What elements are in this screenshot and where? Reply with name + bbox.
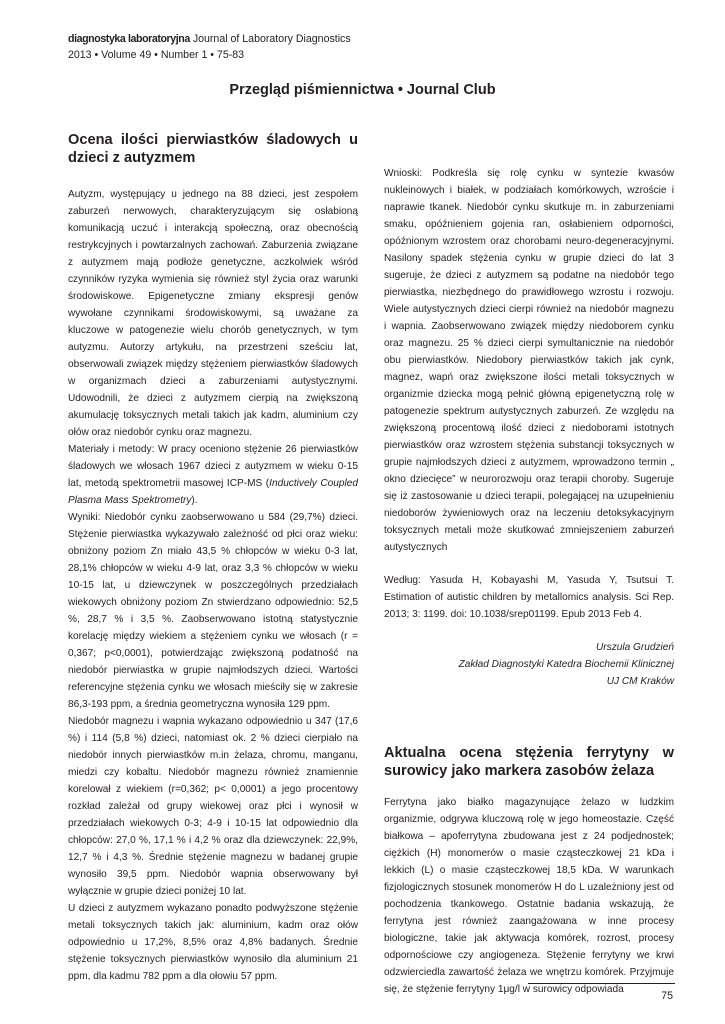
section-title: Przegląd piśmiennictwa • Journal Club	[229, 82, 496, 98]
left-column	[68, 131, 358, 985]
article2-body: Ferrytyna jako białko magazynujące żelazo w ludzkim organizmie, odgrywa kluczową rolę w jego homeostazie. Część białkowa – apoferrytyna zbudowana jest z 24 podjednostek; ciężkich (H) monomerów o masie cząsteczkowej 21 kDa i lekkich (L) o masie cząsteczkowej 18,5 kDa. W warunkach fizjologicznych stosunek monomerów H do L uzależniony jest od pochodzenia tkankowego. Ostatnie badania wskazują, że ferrytyna jest również zaangażowana w inne procesy biologiczne, takie jak aktywacja komórek, rozrost, procesy odpornościowe czy angiogeneza. Stężenie ferrytyny we krwi odzwierciedla zawartość żelaza we wnętrzu komórek. Przyjmuje się, że stężenie ferrytyny 1μg/l w surowicy odpowiada	[384, 797, 674, 995]
article1-author: Urszula Grudzień	[596, 642, 674, 653]
article1-affiliation: Zakład Diagnostyki Katedra Biochemii Klinicznej	[458, 659, 674, 670]
journal-name-polish: diagnostyka laboratoryjna	[68, 33, 190, 45]
journal-name-line	[68, 31, 351, 47]
article1-affiliation-city: UJ CM Kraków	[606, 676, 674, 687]
right-column	[384, 131, 674, 998]
article1-methods-end: ).	[191, 495, 198, 506]
issue-line: 2013 • Volume 49 • Number 1 • 75-83	[68, 49, 245, 61]
article1-title: Ocena ilości pierwiastków śladowych u dzieci z autyzmem	[68, 132, 358, 166]
journal-header	[68, 31, 351, 63]
footer-rule	[528, 983, 675, 984]
article1-methods-text: Materiały i metody: W pracy oceniono stężenie 26 pierwiastków śladowych we włosach 1967 dzieci z autyzmem w wieku 0-15 lat, metodą spektrometrii masowej ICP-MS (	[68, 444, 358, 489]
article1-intro: Autyzm, występujący u jednego na 88 dzieci, jest zespołem zaburzeń nerwowych, charakteryzującym się osłabioną komunikacją uczuć i interakcją społeczną, oraz obecnością restrykcyjnych i powtarzalnych zachowań. Zaburzenia związane z autyzmem mają podłoże genetyczne, aczkolwiek wśród czynników ryzyka wymienia się również styl życia oraz warunki środowiskowe. Epigenetyczne zmiany ekspresji genów wywołane czynnikami środowiskowymi, są uważane za kluczowe w patogenezie wielu chorób genetycznych, w tym autyzmu. Autorzy artykułu, na przestrzeni sześciu lat, obserwowali związek między stężeniem pierwiastków śladowych w organizmach dzieci a zaburzeniami autystycznymi. Udowodnili, że dzieci z autyzmem cierpią na zwiększoną akumulację toksycznych metali takich jak kadm, aluminium czy ołów oraz niedobór cynku oraz magnezu.	[68, 189, 358, 438]
page-number: 75	[661, 990, 673, 1002]
article1-methods	[68, 441, 358, 509]
article1-reference: Według: Yasuda H, Kobayashi M, Yasuda Y, Tsutsui T. Estimation of autistic children by metallomics analysis. Sci Rep. 2013; 3: 1199. doi: 10.1038/srep01199. Epub 2013 Feb 4.	[384, 575, 674, 620]
article1-methods-italic: Inductively Coupled Plasma Mass Spektrometry	[68, 478, 358, 506]
article1-results-toxic-metals: U dzieci z autyzmem wykazano ponadto podwyższone stężenie metali toksycznych takich jak: aluminium, kadm oraz ołów odpowiednio u 17,2%, 8,5% oraz 4,8% badanych. Średnie stężenie toksycznych pierwiastków wynosiło dla aluminium 21 ppm, dla kadmu 782 ppm a dla ołowiu 57 ppm.	[68, 903, 358, 982]
article2-title: Aktualna ocena stężenia ferrytyny w surowicy jako markera zasobów żelaza	[384, 745, 674, 779]
article1-results-zinc: Wyniki: Niedobór cynku zaobserwowano u 584 (29,7%) dzieci. Stężenie pierwiastka wykazywało zależność od płci oraz wieku: obniżony poziom Zn miało 43,5 % chłopców w wieku 0-3 lat, 28,1% chłopców w wieku 4-9 lat, oraz 3,3 % chłopców w wieku 10-15 lat, u dziewczynek w poszczególnych przedziałach wiekowych obniżony poziom Zn stwierdzano odpowiednio: 52,5 %, 28,7 % i 3,5 %. Zaobserwowano istotną statystycznie korelację między wiekiem a stężeniem cynku we włosach (r = 0,367; p<0,0001), potwierdzając zwiększoną podatność na niedobór pierwiastka w grupie najmłodszych dzieci. Wartości referencyjne stężenia cynku we włosach mieściły się w zakresie 86,3-193 ppm, a średnia geometryczna wynosiła 129 ppm.	[68, 512, 358, 710]
article1-conclusions: Wnioski: Podkreśla się rolę cynku w syntezie kwasów nukleinowych i białek, w podziałach komórkowych, wzroście i naprawie tkanek. Niedobór cynku skutkuje m. in zaburzeniami smaku, opóźnieniem gojenia ran, osłabieniem odporności, opóźnionym wzrostem oraz chorobami neuro-degeneracyjnymi. Nasilony spadek stężenia cynku w grupie dzieci do lat 3 sugeruje, że dzieci z autyzmem są podatne na niedobór tego pierwiastka, niezbędnego do prawidłowego wzrostu i rozwoju. Wiele autystycznych dzieci cierpi również na niedobór magnezu i wapnia. Zaobserwowano związek między niedoborem cynku oraz magnezu. 25 % dzieci cierpi symultanicznie na niedobór obu pierwiastków. Niedobory pierwiastków takich jak cynk, magnez, wapń oraz zwiększone ilości metali toksycznych w organizmie dziecka mogą pełnić główną epigenetyczną rolę w patogenezie spektrum autystycznych zaburzeń. Ze względu na zwiększoną procentową ilość dzieci z niedoborami istotnych pierwiastków oraz wzrostem stężenia substancji toksycznych w grupie najmłodszych dzieci z autyzmem, wprowadzono termin „ okno dziecięce” w neurorozwoju oraz terapii choroby. Sugeruje się iż zastosowanie u dzieci terapii, polegającej na uzupełnieniu niedoborów żywieniowych oraz na leczeniu detoksykacyjnym toksycznych metali może skutkować zmniejszeniem zaburzeń autystycznych	[384, 168, 674, 553]
column-continuation-space	[384, 131, 674, 165]
journal-name-english: Journal of Laboratory Diagnostics	[192, 33, 351, 45]
article1-results-magnesium: Niedobór magnezu i wapnia wykazano odpowiednio u 347 (17,6 %) i 114 (5,8 %) dzieci, natomiast ok. 2 % dzieci cierpiało na niedobór innych pierwiastków m.in żelaza, chromu, manganu, miedzi czy kobaltu. Niedobór magnezu również znamiennie korelował z wiekiem (r=0,362; p< 0,0001) a jego procentowy rozkład zależał od grupy wiekowej oraz płci i wynosił w przedziałach wiekowych 0-3; 4-9 i 10-15 lat odpowiednio dla chłopców: 27,0 %, 17,1 % i 4,2 % oraz dla dziewczynek: 22,9%, 12,7 % i 4,3 %. Średnie stężenie magnezu w badanej grupie wynosiło 39,5 ppm. Niedobór wapnia obserwowany był wyłącznie w grupie dzieci poniżej 10 lat.	[68, 716, 358, 897]
